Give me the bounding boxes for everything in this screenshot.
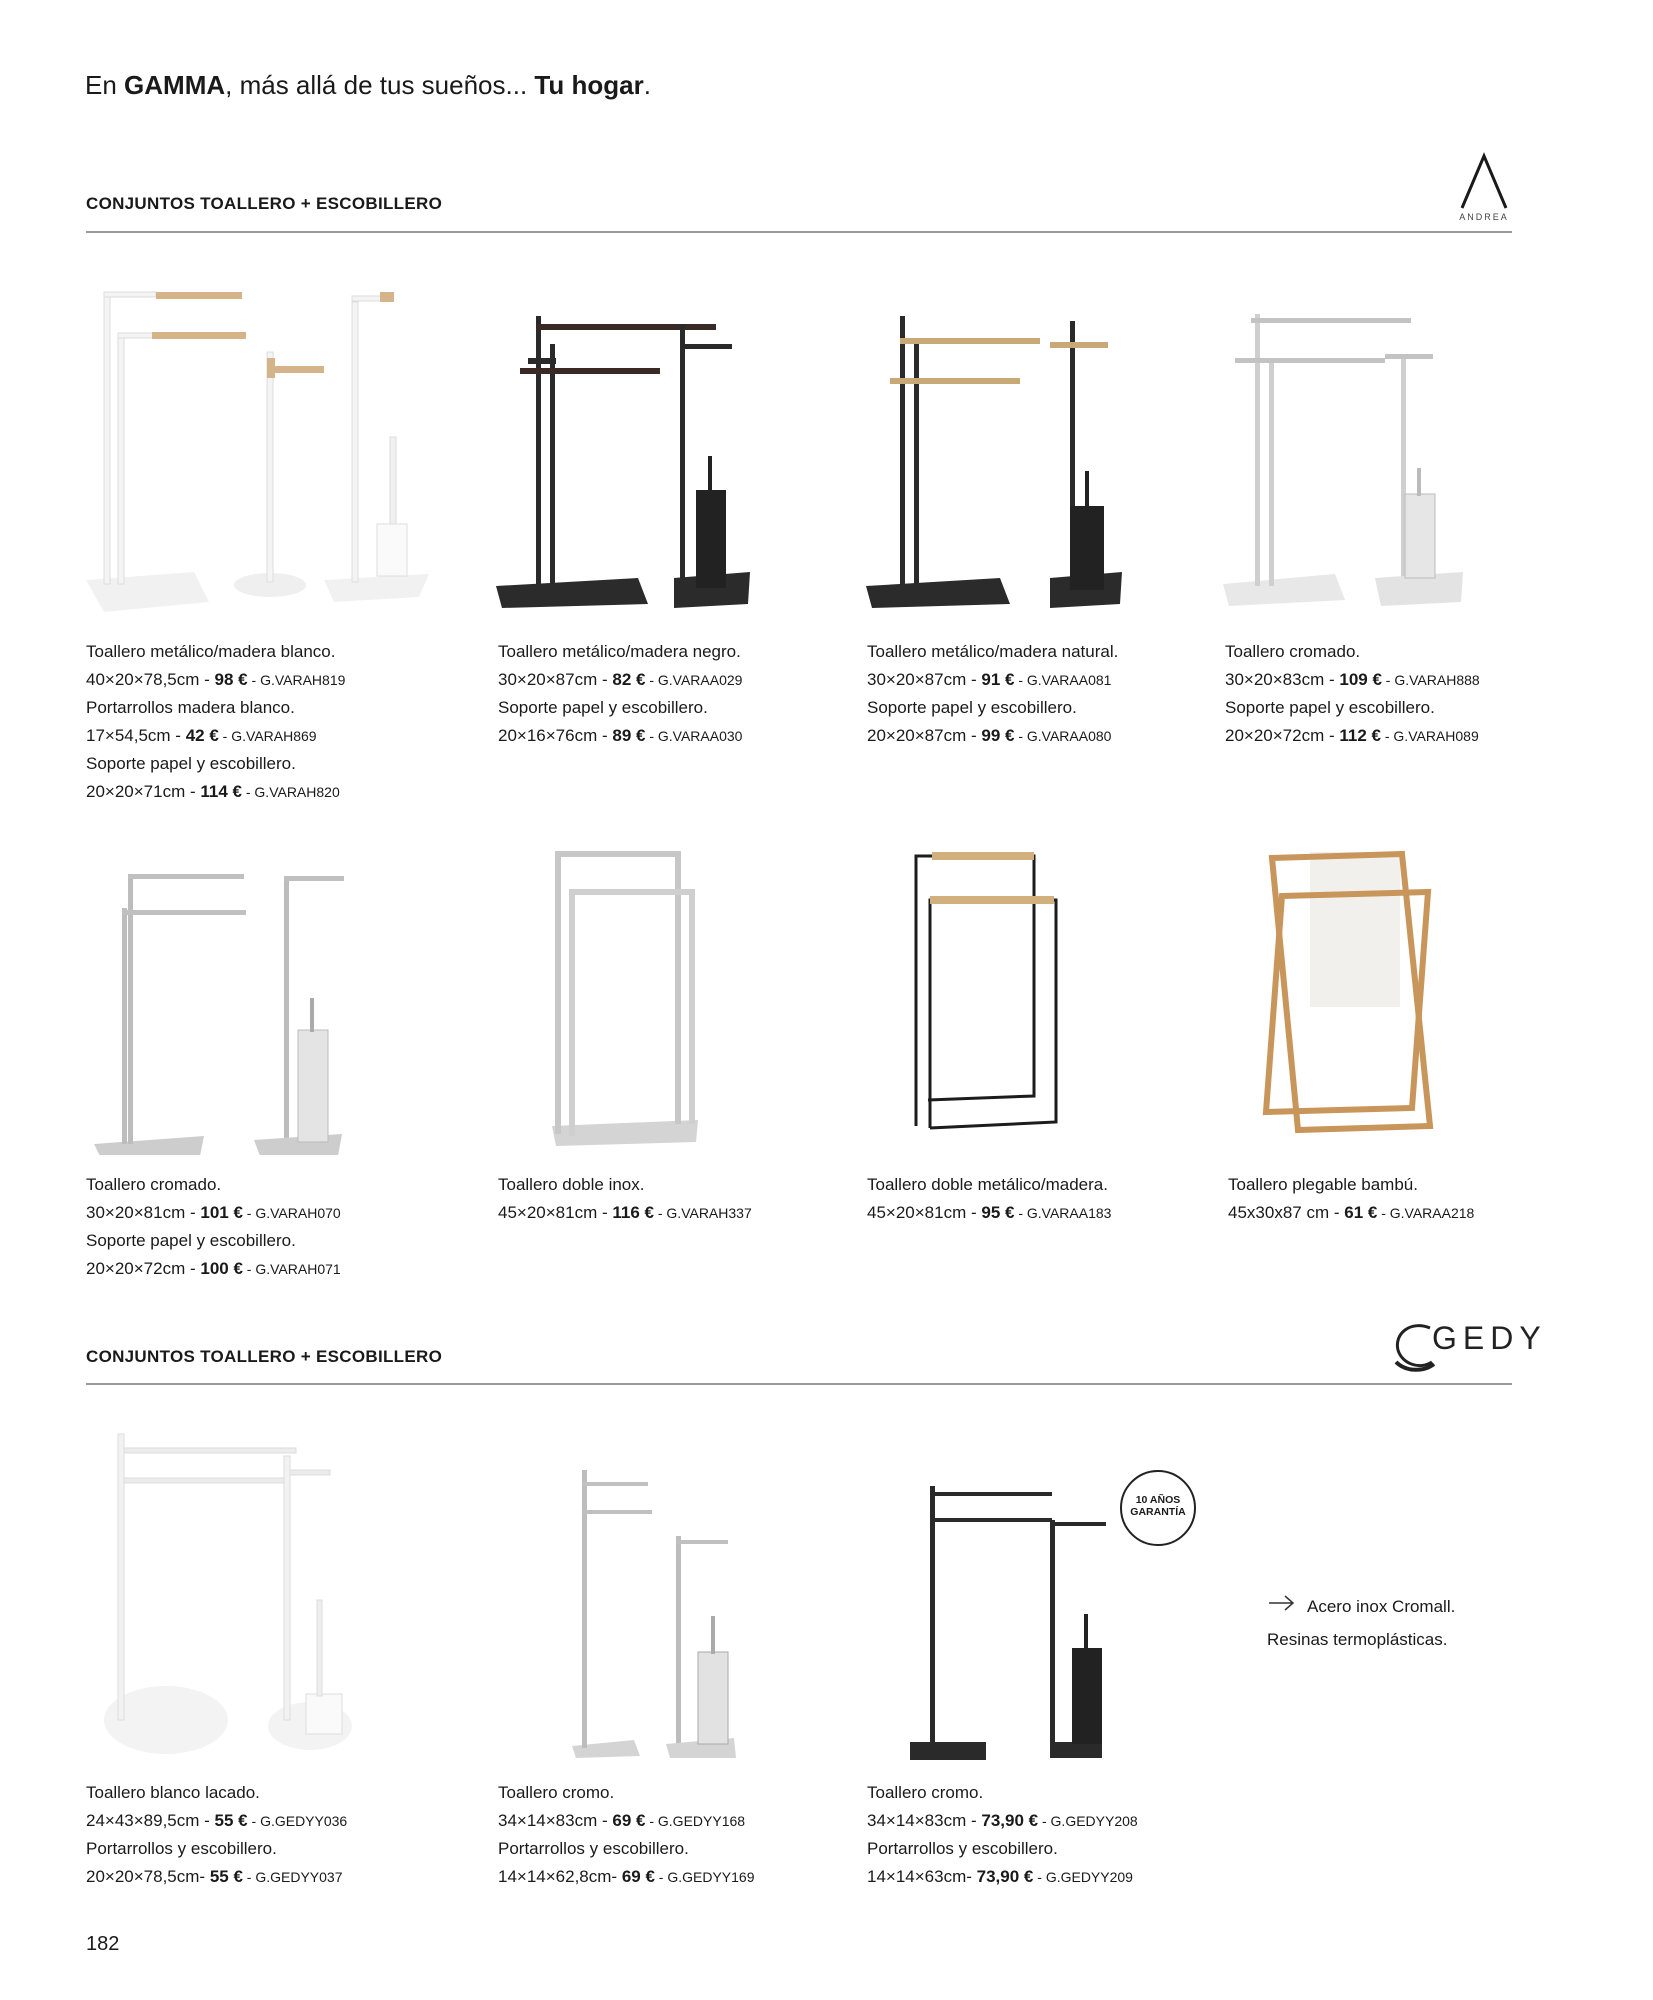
- section-title-andrea: CONJUNTOS TOALLERO + ESCOBILLERO: [86, 194, 443, 213]
- product-desc-varah070: [86, 1171, 341, 1283]
- product-dims: 45×20×81cm -: [498, 1202, 613, 1222]
- product-code: - G.VARAA029: [645, 671, 743, 688]
- product-dims: 30×20×87cm -: [498, 669, 613, 689]
- product-code: - G.VARAH337: [653, 1204, 752, 1221]
- product-price: 73,90 €: [976, 1866, 1034, 1886]
- tagline-middle: , más allá de tus sueños...: [225, 70, 535, 100]
- product-code: - G.GEDYY168: [645, 1812, 746, 1829]
- product-desc-varaa183: [867, 1171, 1111, 1227]
- product-name: Soporte papel y escobillero.: [86, 1231, 296, 1250]
- feature-note-line2: Resinas termoplásticas.: [1267, 1630, 1448, 1649]
- section-divider: [86, 1383, 1512, 1385]
- product-dims: 34×14×83cm -: [867, 1810, 982, 1830]
- product-dims: 45×20×81cm -: [867, 1202, 982, 1222]
- warranty-badge-years: 10 AÑOS: [1135, 1494, 1181, 1506]
- product-code: - G.GEDYY209: [1033, 1868, 1133, 1885]
- warranty-badge: [1120, 1470, 1196, 1546]
- andrea-logo-text: ANDREA: [1459, 212, 1509, 222]
- product-price: 100 €: [200, 1258, 243, 1278]
- product-code: - G.GEDYY036: [247, 1812, 348, 1829]
- product-image-varah888: [1215, 268, 1505, 613]
- product-dims: 17×54,5cm -: [86, 725, 186, 745]
- arrow-right-icon: [1267, 1590, 1297, 1623]
- product-code: - G.GEDYY208: [1038, 1812, 1138, 1829]
- product-dims: 20×20×72cm -: [86, 1258, 201, 1278]
- product-price: 69 €: [621, 1866, 655, 1886]
- product-dims: 40×20×78,5cm -: [86, 669, 215, 689]
- product-desc-varaa218: [1228, 1171, 1474, 1227]
- product-price: 55 €: [209, 1866, 243, 1886]
- product-code: - G.VARAH070: [242, 1204, 341, 1221]
- tagline-prefix: En: [85, 70, 125, 100]
- product-image-varah819: [84, 262, 434, 637]
- product-desc-varah819: [86, 638, 345, 806]
- tagline-end: Tu hogar: [534, 70, 644, 100]
- product-price: 109 €: [1339, 669, 1382, 689]
- product-code: - G.VARAH888: [1381, 671, 1480, 688]
- gedy-logo-text: GEDY: [1432, 1320, 1547, 1356]
- product-dims: 20×20×71cm -: [86, 781, 201, 801]
- product-code: - G.VARAH071: [242, 1260, 341, 1277]
- product-price: 99 €: [981, 725, 1015, 745]
- product-name: Toallero doble metálico/madera.: [867, 1175, 1108, 1194]
- product-code: - G.VARAH819: [247, 671, 346, 688]
- product-image-varah070: [84, 850, 364, 1155]
- product-price: 82 €: [612, 669, 646, 689]
- product-image-gedyy168: [548, 1460, 788, 1760]
- product-dims: 20×16×76cm -: [498, 725, 613, 745]
- andrea-lambda-icon: [1458, 152, 1510, 210]
- product-name: Toallero metálico/madera natural.: [867, 642, 1119, 661]
- product-code: - G.GEDYY037: [242, 1868, 343, 1885]
- product-price: 114 €: [200, 781, 242, 801]
- product-name: Portarrollos madera blanco.: [86, 698, 295, 717]
- page-number: 182: [86, 1933, 120, 1955]
- product-dims: 20×20×72cm -: [1225, 725, 1340, 745]
- product-name: Toallero metálico/madera negro.: [498, 642, 741, 661]
- tagline-brand: GAMMA: [124, 70, 226, 100]
- product-code: - G.VARAH089: [1380, 727, 1479, 744]
- product-dims: 34×14×83cm -: [498, 1810, 613, 1830]
- product-name: Toallero cromado.: [86, 1175, 222, 1194]
- product-image-varaa081: [860, 296, 1150, 616]
- product-dims: 45x30x87 cm -: [1228, 1202, 1345, 1222]
- product-image-gedyy036: [84, 1420, 374, 1760]
- product-name: Soporte papel y escobillero.: [498, 698, 708, 717]
- product-desc-varaa081: [867, 638, 1118, 750]
- product-dims: 30×20×83cm -: [1225, 669, 1340, 689]
- feature-note: [1267, 1590, 1455, 1656]
- product-name: Toallero cromo.: [867, 1783, 984, 1802]
- product-name: Portarrollos y escobillero.: [86, 1839, 277, 1858]
- product-code: - G.GEDYY169: [654, 1868, 755, 1885]
- product-desc-varaa029: [498, 638, 742, 750]
- product-price: 69 €: [612, 1810, 646, 1830]
- product-dims: 30×20×87cm -: [867, 669, 982, 689]
- product-image-varaa218: [1262, 846, 1442, 1136]
- section-title-gedy: CONJUNTOS TOALLERO + ESCOBILLERO: [86, 1347, 443, 1366]
- product-code: - G.VARAA080: [1014, 727, 1112, 744]
- tagline-dot: .: [643, 70, 651, 100]
- product-dims: 14×14×62,8cm-: [498, 1866, 622, 1886]
- product-price: 89 €: [612, 725, 646, 745]
- product-dims: 20×20×78,5cm-: [86, 1866, 210, 1886]
- section-divider: [86, 231, 1512, 233]
- product-price: 116 €: [612, 1202, 654, 1222]
- product-price: 61 €: [1344, 1202, 1378, 1222]
- product-image-varah337: [548, 846, 718, 1156]
- product-code: - G.VARAA081: [1014, 671, 1112, 688]
- product-desc-gedyy208: [867, 1779, 1138, 1891]
- product-name: Toallero cromado.: [1225, 642, 1361, 661]
- product-name: Toallero blanco lacado.: [86, 1783, 260, 1802]
- product-price: 95 €: [981, 1202, 1015, 1222]
- warranty-badge-label: GARANTÍA: [1130, 1506, 1186, 1518]
- product-name: Portarrollos y escobillero.: [498, 1839, 689, 1858]
- product-price: 98 €: [214, 669, 248, 689]
- product-code: - G.VARAH869: [218, 727, 317, 744]
- andrea-logo: [1452, 152, 1516, 222]
- product-code: - G.VARAH820: [241, 783, 340, 800]
- product-code: - G.VARAA030: [645, 727, 743, 744]
- product-price: 73,90 €: [981, 1810, 1039, 1830]
- product-price: 112 €: [1339, 725, 1381, 745]
- product-price: 42 €: [185, 725, 219, 745]
- product-name: Toallero plegable bambú.: [1228, 1175, 1418, 1194]
- product-name: Toallero cromo.: [498, 1783, 615, 1802]
- product-image-gedyy208: [904, 1480, 1124, 1770]
- product-code: - G.VARAA183: [1014, 1204, 1112, 1221]
- product-desc-varah337: [498, 1171, 752, 1227]
- product-name: Soporte papel y escobillero.: [86, 754, 296, 773]
- product-dims: 24×43×89,5cm -: [86, 1810, 215, 1830]
- product-price: 55 €: [214, 1810, 248, 1830]
- feature-note-line1: Acero inox Cromall.: [1307, 1597, 1456, 1616]
- product-price: 101 €: [200, 1202, 243, 1222]
- product-code: - G.VARAA218: [1377, 1204, 1475, 1221]
- product-desc-gedyy036: [86, 1779, 347, 1891]
- product-desc-gedyy168: [498, 1779, 755, 1891]
- product-image-varaa183: [904, 846, 1064, 1136]
- product-desc-varah888: [1225, 638, 1480, 750]
- product-name: Soporte papel y escobillero.: [1225, 698, 1435, 717]
- product-dims: 20×20×87cm -: [867, 725, 982, 745]
- product-name: Toallero doble inox.: [498, 1175, 645, 1194]
- product-image-varaa029: [488, 296, 788, 616]
- gedy-swirl-icon: [1390, 1318, 1436, 1374]
- page-tagline: [85, 70, 651, 101]
- product-dims: 30×20×81cm -: [86, 1202, 201, 1222]
- product-name: Portarrollos y escobillero.: [867, 1839, 1058, 1858]
- product-dims: 14×14×63cm-: [867, 1866, 977, 1886]
- product-price: 91 €: [981, 669, 1015, 689]
- product-name: Soporte papel y escobillero.: [867, 698, 1077, 717]
- product-name: Toallero metálico/madera blanco.: [86, 642, 336, 661]
